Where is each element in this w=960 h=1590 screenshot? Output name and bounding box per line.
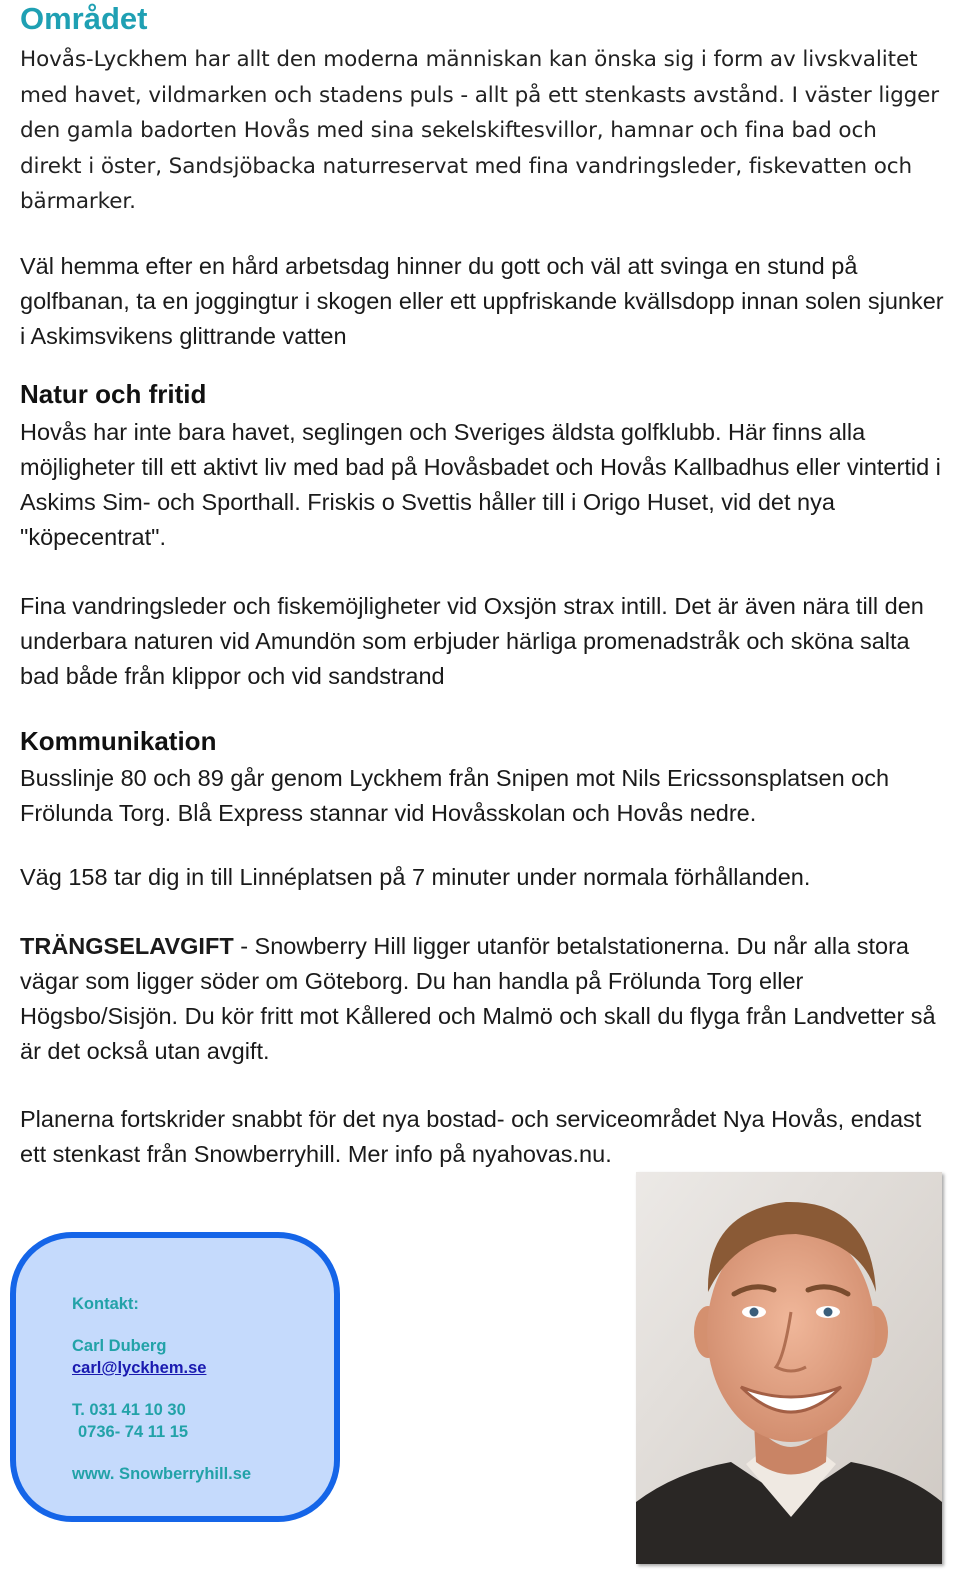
home-paragraph: Väl hemma efter en hård arbetsdag hinner du gott och väl att svinga en stund på golfbanan, ta en joggingtur i skogen eller ett uppfriskande kvällsdopp innan solen sjunker i Askimsvikens glittrande vatten bbox=[20, 253, 944, 349]
contact-label: Kontakt: bbox=[72, 1295, 139, 1313]
kommunikation-paragraph-2: Väg 158 tar dig in till Linnéplatsen på 7 minuter under normala förhållanden. bbox=[20, 864, 811, 890]
contact-mobile: 0736- 74 11 15 bbox=[78, 1423, 189, 1441]
contact-phone: T. 031 41 10 30 bbox=[72, 1401, 186, 1419]
nya-hovas-paragraph: Planerna fortskrider snabbt för det nya bostad- och serviceområdet Nya Hovås, endast ett stenkast från Snowberryhill. Mer info på nyahovas.nu. bbox=[20, 1106, 922, 1167]
contact-email-link[interactable]: carl@lyckhem.se bbox=[72, 1359, 207, 1377]
natur-paragraph-2: Fina vandringsleder och fiskemöjligheter vid Oxsjön strax intill. Det är även nära till den underbara naturen vid Amundön som erbjuder härliga promenadstråk och sköna salta bad både från klippor och vid sandstrand bbox=[20, 593, 924, 689]
natur-heading: Natur och fritid bbox=[20, 379, 207, 409]
intro-paragraph: Hovås-Lyckhem har allt den moderna människan kan önska sig i form av livskvalitet med havet, vildmarken och stadens puls - allt på ett stenkasts avstånd. I väster ligger den gamla badorten Hovås med sina sekelskiftesvillor, hamnar och fina bad och direkt i öster, Sandsjöbacka naturreservat med fina vandringsleder, fiskevatten och bärmarker. bbox=[20, 47, 940, 214]
kommunikation-heading: Kommunikation bbox=[20, 726, 217, 756]
toll-text: - Snowberry Hill ligger utanför betalstationerna. Du når alla stora vägar som ligger söder om Göteborg. Du han handla på Frölunda Torg eller Högsbo/Sisjön. Du kör fritt mot Kållered och Malmö och skall du flyga från Landvetter så är det också utan avgift. bbox=[20, 933, 936, 1064]
portrait-illustration bbox=[636, 1172, 942, 1564]
contact-name: Carl Duberg bbox=[72, 1337, 167, 1355]
page-title: Området bbox=[20, 1, 148, 36]
contact-website: www. Snowberryhill.se bbox=[72, 1465, 252, 1483]
contact-card bbox=[10, 1232, 340, 1522]
natur-paragraph-1: Hovås har inte bara havet, seglingen och Sveriges äldsta golfklubb. Här finns alla möjligheter till ett aktivt liv med bad på Hovåsbadet och Hovås Kallbadhus eller vintertid i Askims Sim- och Sporthall. Friskis o Svettis håller till i Origo Huset, vid det nya "köpecentrat". bbox=[20, 419, 941, 550]
kommunikation-paragraph-1: Busslinje 80 och 89 går genom Lyckhem från Snipen mot Nils Ericssonsplatsen och Frölunda Torg. Blå Express stannar vid Hovåsskolan och Hovås nedre. bbox=[20, 765, 890, 826]
contact-portrait-photo bbox=[636, 1172, 942, 1564]
toll-paragraph bbox=[20, 929, 950, 1069]
toll-label: TRÄNGSELAVGIFT bbox=[20, 933, 234, 959]
